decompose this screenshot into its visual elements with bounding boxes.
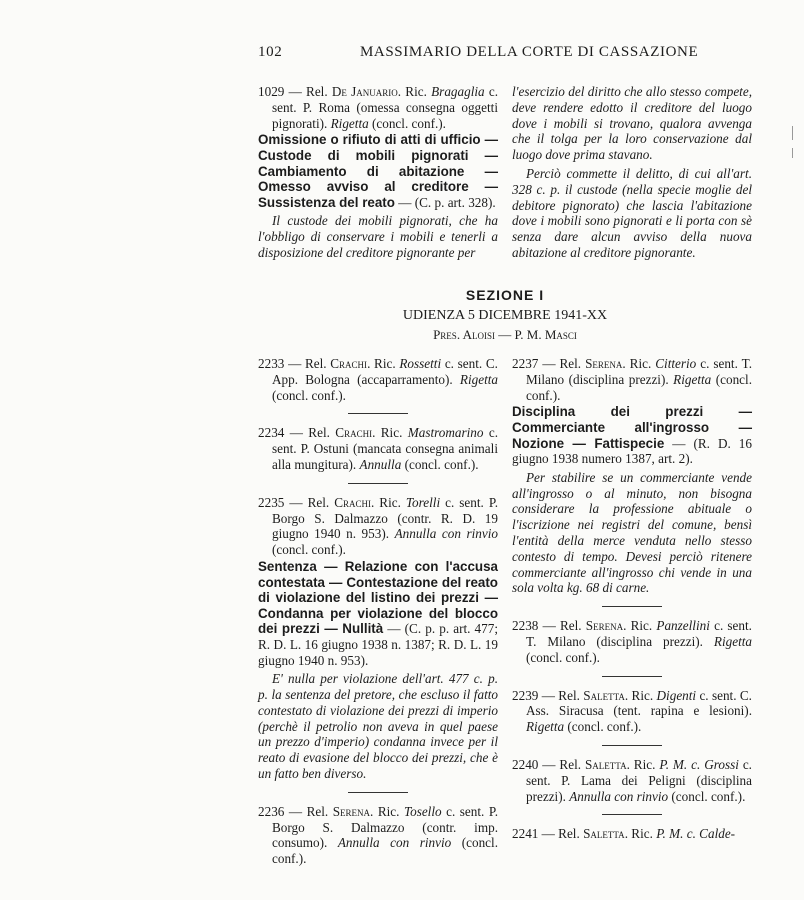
top-right-column: [512, 84, 752, 261]
top-left-column: [258, 84, 498, 261]
running-title: MASSIMARIO DELLA CORTE DI CASSAZIONE: [360, 44, 699, 60]
lower-right-column: [512, 356, 752, 842]
page-number: 102: [258, 44, 283, 60]
entry-2237-heading: Disciplina dei prezzi — Commerciante all'ingrosso — Nozione — Fattispecie — (R. D. 16 giugno 1938 numero 1387, art. 2).: [512, 404, 752, 467]
entry-divider: [602, 745, 662, 746]
entry-2236: 2236 — Rel. Serena. Ric. Tosello c. sent. P. Borgo S. Dalmazzo (contr. imp. consumo). Annulla con rinvio (concl. conf.).: [258, 803, 498, 867]
entry-2235-heading: Sentenza — Relazione con l'accusa contestata — Contestazione del reato di violazione del listino dei prezzi — Condanna per violazione del blocco dei prezzi — Nullità — (C. p. p. art. 477; R. D. L. 16 giugno 1938 n. 1387; R. D. L. 19 giugno 1940 n. 953).: [258, 558, 498, 668]
entry-divider: [348, 413, 408, 414]
entry-2234: 2234 — Rel. Crachi. Ric. Mastromarino c. sent. P. Ostuni (mancata consegna animali alla mungitura). Annulla (concl. conf.).: [258, 425, 498, 472]
section-heading-block: [258, 287, 752, 343]
entry-divider: [602, 676, 662, 677]
scan-mark: [792, 126, 793, 140]
entry-2241: 2241 — Rel. Saletta. Ric. P. M. c. Calde-: [512, 826, 736, 842]
lower-left-column: [258, 356, 498, 867]
entry-2235-principle: E' nulla per violazione dell'art. 477 c. p. p. la sentenza del pretore, che escluso il fatto contestato di violazione dei prezzi di imperio (perchè il petrolio non aveva in quel paese un prezzo d'imperio) condanna invece per il reato di evasione del blocco dei prezzi, che è un fatto ben diverso.: [258, 671, 498, 781]
entry-2237-principle: Per stabilire se un commerciante vende all'ingrosso o al minuto, non bisogna considerare la professione abituale o l'iscrizione nei registri del comune, bensì l'entità della merce venduta nello stesso contesto di tempo. Devesi perciò ritenere commerciante all'ingrosso chi vende in una sola volta kg. 68 di carne.: [512, 469, 752, 596]
entry-1029: 1029 — Rel. De Januario. Ric. Bragaglia c. sent. P. Roma (omessa consegna oggetti pignorati). Rigetta (concl. conf.).: [258, 84, 498, 131]
entry-divider: [348, 483, 408, 484]
scan-mark: [792, 148, 793, 158]
entry-divider: [602, 606, 662, 607]
section-title: SEZIONE I: [465, 287, 545, 303]
principle-continuation: l'esercizio del diritto che allo stesso compete, deve rendere edotto il creditore del luogo dove i mobili si trovano, qualora avvenga che il tolga per la loro conservazione dal luogo dove prima stavano.: [512, 84, 752, 163]
entry-2233: 2233 — Rel. Crachi. Ric. Rossetti c. sent. C. App. Bologna (accaparramento). Rigetta (concl. conf.).: [258, 356, 498, 403]
entry-divider: [348, 792, 408, 793]
entry-2240: 2240 — Rel. Saletta. Ric. P. M. c. Grossi c. sent. P. Lama dei Peligni (disciplina prezzi). Annulla con rinvio (concl. conf.).: [512, 756, 752, 804]
principle-second-paragraph: Perciò commette il delitto, di cui all'art. 328 c. p. il custode (nella specie moglie del debitore pignorato) che lascia l'abitazione dove i mobili sono pignorati e li porta con sè senza dare alcun avviso della nuova abitazione al creditore pignorante.: [512, 165, 752, 260]
presidency-line: Pres. Aloisi — P. M. Masci: [433, 327, 577, 342]
entry-2238: 2238 — Rel. Serena. Ric. Panzellini c. sent. T. Milano (disciplina prezzi). Rigetta (concl. conf.).: [512, 618, 752, 665]
entry-1029-principle: Il custode dei mobili pignorati, che ha l'obbligo di conservare i mobili e tenerli a disposizione del creditore pignorante per: [258, 213, 498, 260]
entry-2237: 2237 — Rel. Serena. Ric. Citterio c. sent. T. Milano (disciplina prezzi). Rigetta (concl. conf.).: [512, 356, 752, 403]
entry-2235: 2235 — Rel. Crachi. Ric. Torelli c. sent. P. Borgo S. Dalmazzo (contr. R. D. 19 giugno 1940 n. 953). Annulla con rinvio (concl. conf.).: [258, 494, 498, 558]
hearing-date: UDIENZA 5 DICEMBRE 1941-XX: [402, 308, 608, 323]
entry-1029-heading: Omissione o rifiuto di atti di ufficio — Custode di mobili pignorati — Cambiamento di abitazione — Omesso avviso al creditore — Sussistenza del reato — (C. p. art. 328).: [258, 132, 498, 210]
entry-2239: 2239 — Rel. Saletta. Ric. Digenti c. sent. C. Ass. Siracusa (tent. rapina e lesioni). Rigetta (concl. conf.).: [512, 687, 752, 735]
entry-divider: [602, 814, 662, 815]
